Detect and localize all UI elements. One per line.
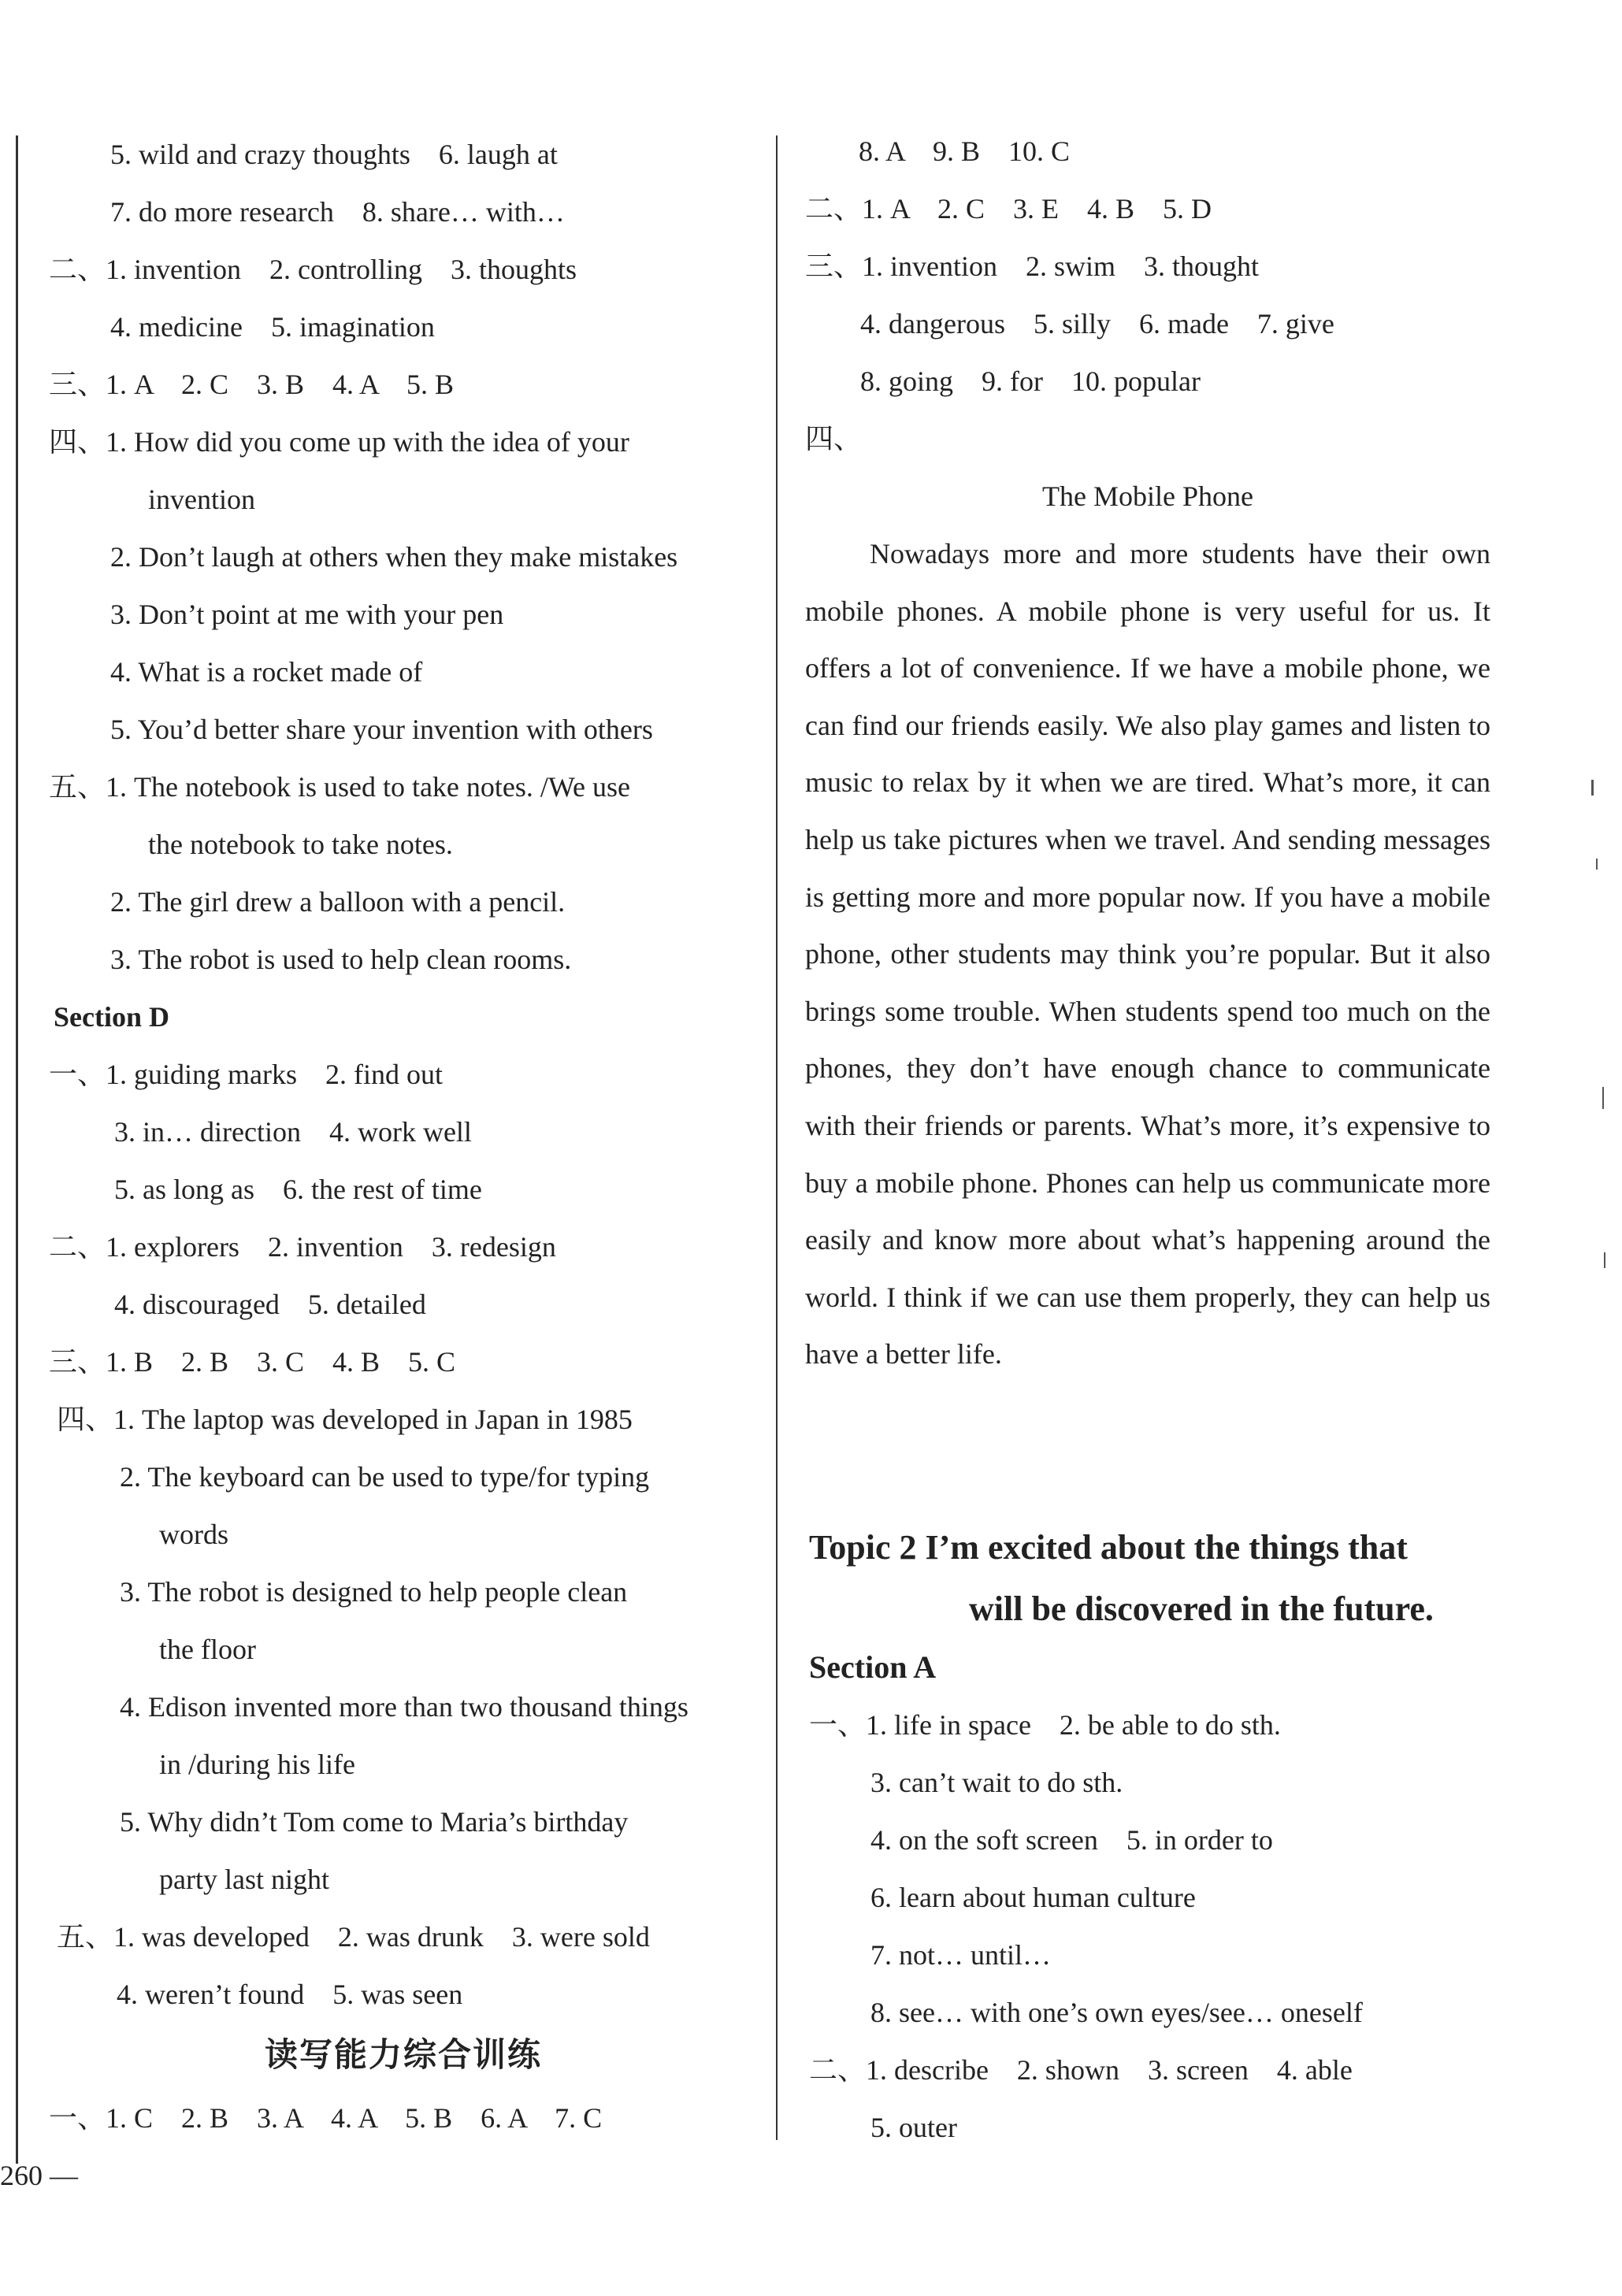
scan-mark: [1591, 780, 1594, 796]
answer-line: 2. Don’t laugh at others when they make mistakes: [110, 541, 678, 573]
topic-heading-line-1: Topic 2 I’m excited about the things that: [809, 1528, 1408, 1567]
section-heading: Section D: [54, 1001, 169, 1033]
answer-line: 一、1. guiding marks 2. find out: [49, 1059, 443, 1090]
answer-line: 4. dangerous 5. silly 6. made 7. give: [860, 308, 1334, 339]
answer-line: 三、1. A 2. C 3. B 4. A 5. B: [49, 369, 455, 400]
essay-body: Nowadays more and more students have their own mobile phones. A mobile phone is very useful for us. It offers a lot of convenience. If we have a mobile phone, we can find our friends easily. We also play games and listen to music to relax by it when we are tired. What’s more, it can help us take pictures when we travel. And sending messages is getting more and more popular now. If you have a mobile phone, other students may think you’re popular. But it also brings some trouble. When students spend too much on the phones, they don’t have enough chance to communicate with their friends or parents. What’s more, it’s expensive to buy a mobile phone. Phones can help us communicate more easily and know more about what’s happening around the world. I think if we can use them properly, they can help us have a better life.: [805, 538, 1490, 1371]
answer-line: 4. What is a rocket made of: [110, 656, 423, 688]
answer-line: the floor: [159, 1634, 256, 1665]
answer-line: 二、1. explorers 2. invention 3. redesign: [49, 1231, 556, 1263]
answer-line: the notebook to take notes.: [148, 829, 453, 860]
answer-line: 五、1. was developed 2. was drunk 3. were sold: [57, 1921, 650, 1953]
answer-line: 4. discouraged 5. detailed: [114, 1289, 426, 1320]
answer-line: invention: [148, 484, 255, 515]
answer-line: 二、1. A 2. C 3. E 4. B 5. D: [805, 193, 1212, 224]
answer-line: 7. do more research 8. share… with…: [110, 196, 565, 228]
scan-mark: [1596, 859, 1598, 870]
answer-line: 2. The keyboard can be used to type/for typing: [120, 1461, 650, 1493]
essay-title: The Mobile Phone: [1042, 480, 1253, 512]
answer-line: 4. Edison invented more than two thousand things: [120, 1691, 689, 1723]
answer-line: 一、1. life in space 2. be able to do sth.: [809, 1709, 1281, 1741]
column-divider: [776, 135, 778, 2140]
answer-line: party last night: [159, 1864, 329, 1895]
answer-line: 2. The girl drew a balloon with a pencil.: [110, 886, 566, 918]
scan-mark: [1602, 1087, 1604, 1109]
answer-line: 4. weren’t found 5. was seen: [117, 1979, 463, 2010]
answer-line: 3. The robot is designed to help people clean: [120, 1576, 628, 1608]
answer-line: 一、1. C 2. B 3. A 4. A 5. B 6. A 7. C: [49, 2102, 603, 2134]
answer-line: 四、: [805, 423, 863, 454]
answer-line: 二、1. invention 2. controlling 3. thoughts: [49, 254, 577, 285]
answer-line: 8. see… with one’s own eyes/see… oneself: [870, 1997, 1363, 2028]
answer-line: 4. medicine 5. imagination: [110, 311, 435, 343]
left-margin-line: [16, 135, 18, 2164]
answer-line: 6. learn about human culture: [870, 1882, 1196, 1913]
answer-line: in /during his life: [159, 1749, 355, 1780]
answer-line: 4. on the soft screen 5. in order to: [870, 1824, 1273, 1856]
answer-line: 5. outer: [870, 2112, 957, 2143]
answer-line: 三、1. invention 2. swim 3. thought: [805, 250, 1259, 282]
answer-line: 5. You’d better share your invention with others: [110, 714, 653, 745]
answer-line: 二、1. describe 2. shown 3. screen 4. able: [809, 2054, 1353, 2086]
page-number: 260 —: [0, 2160, 78, 2191]
answer-line: 3. The robot is used to help clean rooms.: [110, 944, 572, 975]
answer-line: 5. Why didn’t Tom come to Maria’s birthday: [120, 1806, 629, 1838]
answer-line: 5. wild and crazy thoughts 6. laugh at: [110, 139, 558, 170]
answer-line: 5. as long as 6. the rest of time: [114, 1174, 482, 1205]
answer-line: 8. going 9. for 10. popular: [860, 365, 1201, 397]
answer-line: 五、1. The notebook is used to take notes. /We use: [49, 771, 630, 803]
chinese-section-title: 读写能力综合训练: [264, 2038, 542, 2074]
answer-line: 3. can’t wait to do sth.: [870, 1767, 1123, 1798]
scan-mark: [1604, 1252, 1605, 1268]
answer-line: 三、1. B 2. B 3. C 4. B 5. C: [49, 1346, 456, 1378]
topic-heading-line-2: will be discovered in the future.: [969, 1589, 1434, 1628]
answer-line: 7. not… until…: [870, 1939, 1052, 1971]
answer-line: 3. in… direction 4. work well: [114, 1116, 472, 1148]
section-heading: Section A: [809, 1649, 937, 1685]
answer-line: 8. A 9. B 10. C: [859, 135, 1071, 167]
answer-line: words: [159, 1519, 228, 1550]
answer-line: 四、1. The laptop was developed in Japan in 1985: [57, 1404, 633, 1435]
essay-paragraph: [805, 525, 1490, 1383]
answer-line: 3. Don’t point at me with your pen: [110, 599, 504, 630]
answer-line: 四、1. How did you come up with the idea of your: [49, 426, 629, 458]
